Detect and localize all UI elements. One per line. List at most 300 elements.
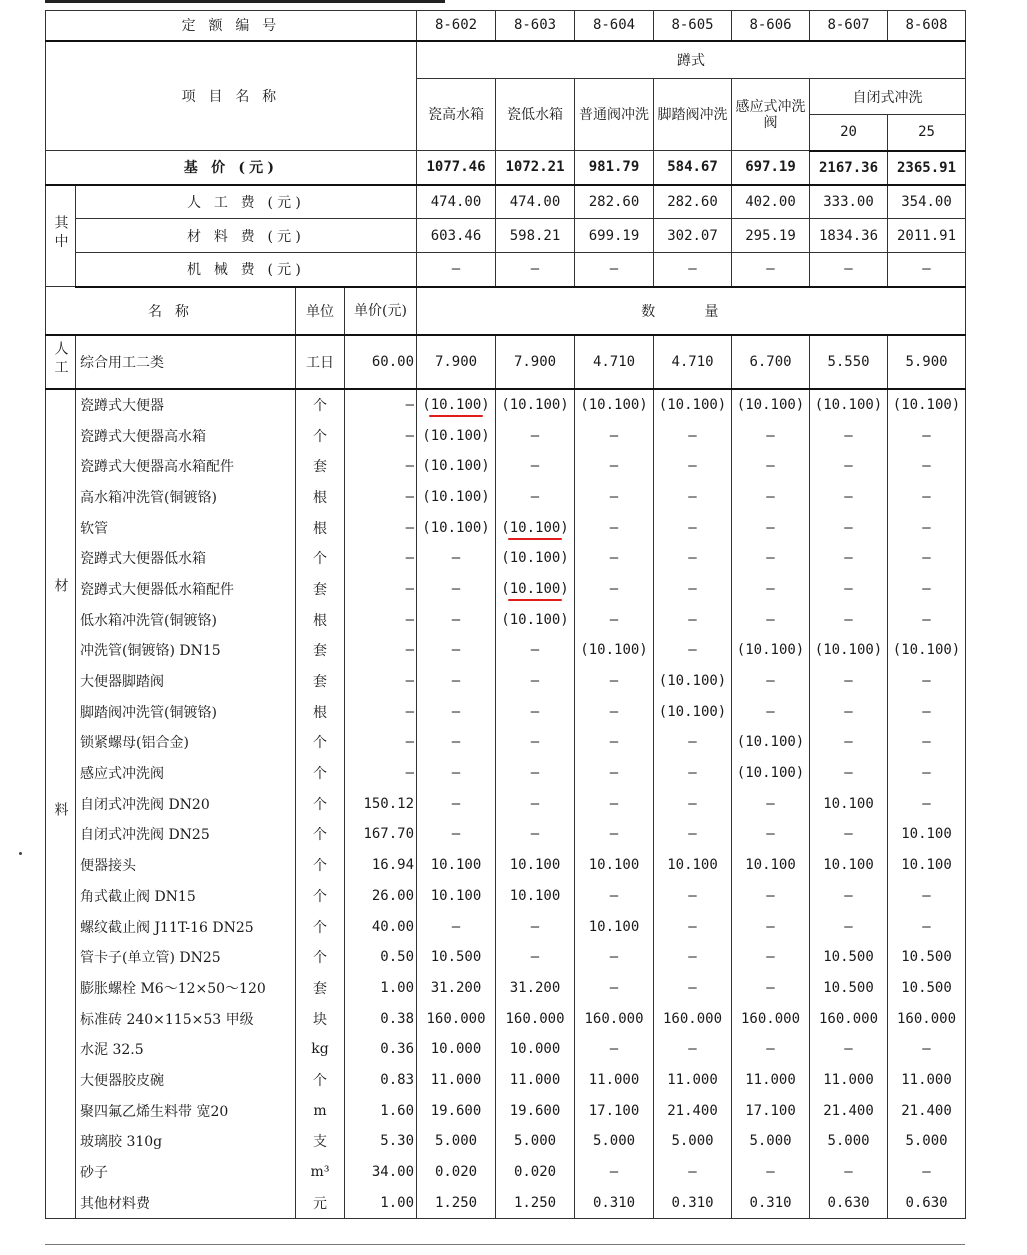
material-quantity: –: [575, 973, 654, 1004]
material-quantity-underlined: (10.100): [496, 574, 575, 605]
material-quantity: 5.000: [888, 1126, 966, 1157]
material-quantity: –: [810, 420, 888, 451]
material-quantity: –: [654, 1157, 732, 1188]
material-quantity: –: [575, 758, 654, 789]
material-quantity: –: [654, 635, 732, 666]
material-quantity: (10.100): [575, 635, 654, 666]
material-quantity: 11.000: [654, 1065, 732, 1096]
base-price-value: 584.67: [654, 151, 732, 185]
quota-table: [45, 10, 966, 1219]
material-quantity: –: [888, 696, 966, 727]
material-price: 1.00: [345, 1187, 417, 1218]
top-border-band: [45, 0, 445, 9]
material-quantity: –: [810, 451, 888, 482]
material-quantity: –: [888, 482, 966, 513]
cost-row-value: 295.19: [732, 219, 810, 253]
material-quantity: –: [888, 512, 966, 543]
material-quantity: –: [888, 604, 966, 635]
base-price-value: 2365.91: [888, 151, 966, 185]
labor-price: 60.00: [345, 335, 417, 389]
base-price-label: 基 价 (元): [46, 151, 417, 185]
material-name: 自闭式冲洗阀 DN20: [76, 788, 296, 819]
column-unit-price-label: 单价(元): [345, 287, 417, 335]
material-quantity: –: [732, 1034, 810, 1065]
material-unit: 个: [296, 420, 345, 451]
cost-row-value: 333.00: [810, 185, 888, 219]
labor-quantity: 5.550: [810, 335, 888, 389]
material-quantity: (10.100): [888, 635, 966, 666]
column-quantity-label: [417, 287, 966, 335]
material-quantity: –: [417, 543, 496, 574]
material-price: –: [345, 389, 417, 421]
material-price: 0.83: [345, 1065, 417, 1096]
cost-row-label: 人 工 费 (元): [76, 185, 417, 219]
material-name: 聚四氟乙烯生料带 宽20: [76, 1095, 296, 1126]
cost-row-value: –: [732, 253, 810, 287]
material-quantity: –: [575, 942, 654, 973]
labor-quantity: 6.700: [732, 335, 810, 389]
material-quantity: –: [732, 911, 810, 942]
material-quantity: –: [810, 881, 888, 912]
material-unit: 个: [296, 819, 345, 850]
labor-name: 综合用工二类: [76, 335, 296, 389]
material-quantity: 10.100: [417, 850, 496, 881]
material-price: –: [345, 574, 417, 605]
material-unit: 个: [296, 758, 345, 789]
material-name: 管卡子(单立管) DN25: [76, 942, 296, 973]
material-quantity: 5.000: [575, 1126, 654, 1157]
material-quantity: 17.100: [732, 1095, 810, 1126]
cost-row-value: 474.00: [496, 185, 575, 219]
scan-speck: [19, 852, 22, 855]
material-quantity: 1.250: [496, 1187, 575, 1218]
material-quantity: –: [810, 482, 888, 513]
material-quantity: –: [654, 1034, 732, 1065]
material-unit: 套: [296, 666, 345, 697]
material-unit: 个: [296, 727, 345, 758]
material-quantity: 10.100: [888, 850, 966, 881]
material-name: 自闭式冲洗阀 DN25: [76, 819, 296, 850]
material-quantity: –: [888, 881, 966, 912]
size-20: 20: [810, 115, 888, 151]
material-quantity: –: [496, 819, 575, 850]
material-quantity: –: [888, 451, 966, 482]
page-bottom-rule: [45, 1244, 965, 1245]
material-quantity: –: [417, 635, 496, 666]
material-unit: 个: [296, 1065, 345, 1096]
material-quantity: –: [732, 696, 810, 727]
material-quantity: 11.000: [575, 1065, 654, 1096]
material-name: 砂子: [76, 1157, 296, 1188]
material-quantity: (10.100): [888, 389, 966, 421]
material-price: –: [345, 512, 417, 543]
material-unit: 个: [296, 911, 345, 942]
material-name: 脚踏阀冲洗管(铜镀铬): [76, 696, 296, 727]
material-quantity: –: [417, 727, 496, 758]
material-name: 螺纹截止阀 J11T-16 DN25: [76, 911, 296, 942]
material-price: 5.30: [345, 1126, 417, 1157]
material-quantity: 0.630: [810, 1187, 888, 1218]
material-quantity: –: [496, 727, 575, 758]
material-quantity: 10.000: [417, 1034, 496, 1065]
material-quantity: –: [575, 819, 654, 850]
material-unit: 个: [296, 788, 345, 819]
material-quantity: –: [654, 482, 732, 513]
size-25: 25: [888, 115, 966, 151]
material-quantity: 1.250: [417, 1187, 496, 1218]
material-quantity: –: [888, 727, 966, 758]
material-quantity: –: [496, 482, 575, 513]
material-quantity: –: [496, 696, 575, 727]
material-quantity: –: [654, 942, 732, 973]
material-price: –: [345, 420, 417, 451]
material-quantity: –: [732, 881, 810, 912]
material-quantity: (10.100): [417, 512, 496, 543]
cost-row-value: 354.00: [888, 185, 966, 219]
material-name: 瓷蹲式大便器低水箱: [76, 543, 296, 574]
material-price: 0.38: [345, 1003, 417, 1034]
material-quantity: 160.000: [496, 1003, 575, 1034]
material-quantity: –: [654, 420, 732, 451]
type-low-tank: 瓷低水箱: [496, 79, 575, 151]
material-quantity: –: [496, 911, 575, 942]
material-quantity: –: [732, 482, 810, 513]
material-quantity: (10.100): [732, 635, 810, 666]
material-unit: 根: [296, 512, 345, 543]
cost-row-value: 603.46: [417, 219, 496, 253]
material-quantity: 10.500: [810, 942, 888, 973]
cost-group-text: 其中: [52, 214, 69, 253]
material-quantity: 5.000: [810, 1126, 888, 1157]
cost-row-value: 402.00: [732, 185, 810, 219]
cost-row-value: –: [810, 253, 888, 287]
material-quantity: (10.100): [732, 758, 810, 789]
material-quantity: 21.400: [810, 1095, 888, 1126]
material-quantity: (10.100): [496, 604, 575, 635]
material-quantity: 160.000: [654, 1003, 732, 1034]
cost-row-value: 2011.91: [888, 219, 966, 253]
material-quantity: –: [732, 942, 810, 973]
material-quantity: 10.100: [496, 850, 575, 881]
material-unit: 个: [296, 881, 345, 912]
material-quantity: –: [888, 911, 966, 942]
material-quantity: –: [732, 420, 810, 451]
code-8-605: 8-605: [654, 11, 732, 41]
material-quantity: 19.600: [496, 1095, 575, 1126]
material-quantity: –: [496, 788, 575, 819]
material-quantity: (10.100): [417, 420, 496, 451]
material-quantity: –: [654, 788, 732, 819]
material-quantity: 160.000: [888, 1003, 966, 1034]
material-quantity: 160.000: [575, 1003, 654, 1034]
material-quantity: 0.020: [417, 1157, 496, 1188]
material-quantity: (10.100): [810, 635, 888, 666]
labor-quantity: 4.710: [575, 335, 654, 389]
material-quantity: –: [654, 451, 732, 482]
material-quantity: –: [810, 512, 888, 543]
material-unit: kg: [296, 1034, 345, 1065]
material-quantity: 10.500: [888, 973, 966, 1004]
type-pedal-valve: 脚踏阀冲洗: [654, 79, 732, 151]
cost-row-value: 282.60: [575, 185, 654, 219]
cost-group-label: [46, 185, 76, 287]
material-unit: 根: [296, 696, 345, 727]
material-quantity: 10.100: [496, 881, 575, 912]
material-quantity: 10.100: [654, 850, 732, 881]
code-8-602: 8-602: [417, 11, 496, 41]
material-quantity: 17.100: [575, 1095, 654, 1126]
column-unit-label: 单位: [296, 287, 345, 335]
material-quantity: –: [417, 758, 496, 789]
material-price: –: [345, 696, 417, 727]
material-quantity: –: [417, 604, 496, 635]
material-quantity: 0.020: [496, 1157, 575, 1188]
code-8-607: 8-607: [810, 11, 888, 41]
material-unit: 根: [296, 482, 345, 513]
labor-group-text: 人工: [52, 340, 69, 379]
material-quantity: 11.000: [732, 1065, 810, 1096]
material-quantity: –: [810, 758, 888, 789]
code-8-606: 8-606: [732, 11, 810, 41]
material-quantity: 160.000: [732, 1003, 810, 1034]
material-quantity: 5.000: [732, 1126, 810, 1157]
material-quantity: –: [654, 819, 732, 850]
labor-group-label: [46, 335, 76, 389]
material-quantity: 21.400: [888, 1095, 966, 1126]
material-price: 0.50: [345, 942, 417, 973]
material-quantity: –: [888, 758, 966, 789]
material-quantity: –: [654, 758, 732, 789]
material-name: 角式截止阀 DN15: [76, 881, 296, 912]
material-price: –: [345, 482, 417, 513]
material-quantity: –: [417, 911, 496, 942]
material-quantity: 11.000: [417, 1065, 496, 1096]
code-8-608: 8-608: [888, 11, 966, 41]
material-quantity: 10.100: [810, 788, 888, 819]
material-price: –: [345, 635, 417, 666]
material-quantity-underlined: (10.100): [417, 389, 496, 421]
material-quantity: –: [732, 604, 810, 635]
material-quantity: –: [732, 819, 810, 850]
material-name: 标准砖 240×115×53 甲级: [76, 1003, 296, 1034]
cost-row-value: 598.21: [496, 219, 575, 253]
material-quantity: –: [810, 604, 888, 635]
type-high-tank: 瓷高水箱: [417, 79, 496, 151]
material-quantity: (10.100): [417, 482, 496, 513]
material-group-text: 材料: [52, 577, 69, 1026]
material-quantity: –: [496, 635, 575, 666]
labor-unit: 工日: [296, 335, 345, 389]
material-quantity: 0.630: [888, 1187, 966, 1218]
material-quantity: –: [810, 1034, 888, 1065]
material-unit: 根: [296, 604, 345, 635]
quantity-label-text: 数 量: [641, 303, 741, 320]
material-name: 瓷蹲式大便器低水箱配件: [76, 574, 296, 605]
material-quantity: –: [888, 574, 966, 605]
material-quantity: –: [888, 1034, 966, 1065]
material-price: 26.00: [345, 881, 417, 912]
material-quantity: 10.500: [888, 942, 966, 973]
material-quantity: (10.100): [732, 727, 810, 758]
material-quantity: –: [732, 574, 810, 605]
material-quantity: –: [417, 788, 496, 819]
cost-row-value: –: [575, 253, 654, 287]
material-quantity: 5.000: [417, 1126, 496, 1157]
material-quantity: –: [654, 911, 732, 942]
material-quantity: (10.100): [417, 451, 496, 482]
cost-row-value: 699.19: [575, 219, 654, 253]
material-quantity: 31.200: [417, 973, 496, 1004]
material-unit: 个: [296, 389, 345, 421]
material-quantity: 11.000: [496, 1065, 575, 1096]
cost-row-value: 302.07: [654, 219, 732, 253]
material-quantity: 21.400: [654, 1095, 732, 1126]
material-quantity: –: [417, 666, 496, 697]
material-quantity: –: [810, 666, 888, 697]
material-quantity: 10.100: [417, 881, 496, 912]
material-quantity: –: [888, 1157, 966, 1188]
material-unit: 块: [296, 1003, 345, 1034]
material-name: 冲洗管(铜镀铬) DN15: [76, 635, 296, 666]
material-quantity: –: [575, 1034, 654, 1065]
material-name: 低水箱冲洗管(铜镀铬): [76, 604, 296, 635]
material-quantity: 10.000: [496, 1034, 575, 1065]
material-quantity: –: [575, 604, 654, 635]
material-quantity: 31.200: [496, 973, 575, 1004]
material-quantity: 10.100: [732, 850, 810, 881]
material-quantity: 19.600: [417, 1095, 496, 1126]
cost-row-value: –: [417, 253, 496, 287]
material-quantity: 0.310: [654, 1187, 732, 1218]
material-price: –: [345, 451, 417, 482]
material-quantity: –: [888, 788, 966, 819]
sub-group-self-closing: 自闭式冲洗: [810, 79, 966, 115]
base-price-value: 1072.21: [496, 151, 575, 185]
material-price: –: [345, 727, 417, 758]
material-quantity: (10.100): [496, 543, 575, 574]
material-quantity: –: [575, 512, 654, 543]
column-name-label: 名 称: [46, 287, 296, 335]
material-price: 1.60: [345, 1095, 417, 1126]
group-label-squat: 蹲式: [417, 41, 966, 79]
material-quantity: –: [496, 666, 575, 697]
material-quantity: –: [732, 451, 810, 482]
type-sensor-valve: 感应式冲洗阀: [732, 79, 810, 151]
material-quantity: –: [575, 543, 654, 574]
material-name: 便器接头: [76, 850, 296, 881]
material-quantity: 0.310: [732, 1187, 810, 1218]
material-price: 16.94: [345, 850, 417, 881]
base-price-value: 1077.46: [417, 151, 496, 185]
material-unit: 元: [296, 1187, 345, 1218]
base-price-value: 981.79: [575, 151, 654, 185]
material-name: 锁紧螺母(铝合金): [76, 727, 296, 758]
material-quantity: 0.310: [575, 1187, 654, 1218]
material-quantity: –: [575, 482, 654, 513]
material-name: 大便器脚踏阀: [76, 666, 296, 697]
material-quantity: –: [888, 543, 966, 574]
material-unit: 套: [296, 451, 345, 482]
item-name-label: 项 目 名 称: [46, 41, 417, 151]
material-name: 膨胀螺栓 M6～12×50～120: [76, 973, 296, 1004]
material-quantity: (10.100): [654, 666, 732, 697]
cost-row-value: –: [496, 253, 575, 287]
material-price: 1.00: [345, 973, 417, 1004]
material-quantity: –: [810, 543, 888, 574]
material-quantity: –: [810, 911, 888, 942]
material-unit: 支: [296, 1126, 345, 1157]
cost-row-value: 282.60: [654, 185, 732, 219]
cost-row-value: 474.00: [417, 185, 496, 219]
material-quantity: (10.100): [575, 389, 654, 421]
material-name: 大便器胶皮碗: [76, 1065, 296, 1096]
material-quantity: –: [732, 666, 810, 697]
material-quantity: –: [732, 512, 810, 543]
material-unit: m³: [296, 1157, 345, 1188]
material-unit: 个: [296, 543, 345, 574]
cost-row-value: –: [888, 253, 966, 287]
material-quantity: –: [417, 696, 496, 727]
code-8-603: 8-603: [496, 11, 575, 41]
material-quantity: –: [496, 758, 575, 789]
material-price: 0.36: [345, 1034, 417, 1065]
material-quantity: 5.000: [496, 1126, 575, 1157]
cost-row-label: 材 料 费 (元): [76, 219, 417, 253]
material-quantity: –: [810, 727, 888, 758]
material-quantity: –: [732, 973, 810, 1004]
material-price: –: [345, 604, 417, 635]
material-quantity: –: [575, 1157, 654, 1188]
code-8-604: 8-604: [575, 11, 654, 41]
material-unit: 套: [296, 574, 345, 605]
material-quantity: –: [654, 512, 732, 543]
cost-row-value: –: [654, 253, 732, 287]
material-quantity: (10.100): [496, 389, 575, 421]
material-unit: 套: [296, 635, 345, 666]
material-quantity: –: [417, 819, 496, 850]
material-quantity: –: [732, 1157, 810, 1188]
material-unit: 个: [296, 850, 345, 881]
material-quantity: –: [575, 574, 654, 605]
material-price: –: [345, 758, 417, 789]
labor-quantity: 5.900: [888, 335, 966, 389]
material-name: 感应式冲洗阀: [76, 758, 296, 789]
material-unit: 个: [296, 942, 345, 973]
material-quantity: –: [810, 574, 888, 605]
material-quantity: 10.100: [575, 911, 654, 942]
material-name: 瓷蹲式大便器高水箱: [76, 420, 296, 451]
material-quantity: –: [496, 451, 575, 482]
quota-sheet: [45, 10, 965, 1219]
material-name: 高水箱冲洗管(铜镀铬): [76, 482, 296, 513]
material-quantity: –: [575, 451, 654, 482]
material-quantity: 10.500: [417, 942, 496, 973]
material-quantity: 10.100: [575, 850, 654, 881]
material-quantity: 10.100: [810, 850, 888, 881]
material-name: 玻璃胶 310g: [76, 1126, 296, 1157]
material-quantity: –: [654, 574, 732, 605]
material-quantity: (10.100): [654, 389, 732, 421]
material-name: 软管: [76, 512, 296, 543]
material-quantity: –: [732, 543, 810, 574]
material-quantity: 10.100: [888, 819, 966, 850]
material-price: 167.70: [345, 819, 417, 850]
material-group-label: [46, 389, 76, 1219]
material-quantity: (10.100): [732, 389, 810, 421]
material-quantity: –: [575, 788, 654, 819]
material-quantity: 5.000: [654, 1126, 732, 1157]
material-quantity: 11.000: [810, 1065, 888, 1096]
